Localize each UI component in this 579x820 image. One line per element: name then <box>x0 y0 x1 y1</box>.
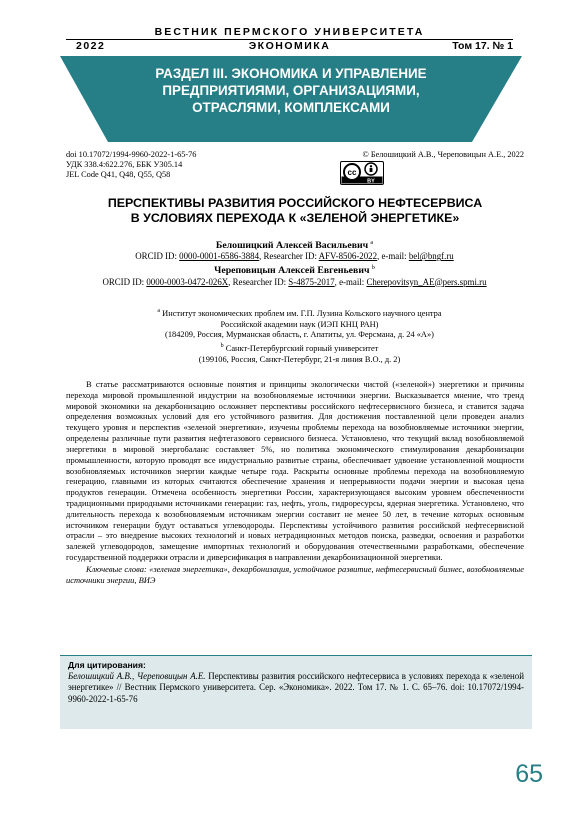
affiliation-line: Российской академии наук (ИЭП КНЦ РАН) <box>220 319 379 329</box>
affiliation-line: (184209, Россия, Мурманская область, г. Апатиты, ул. Ферсмана, д. 24 «А») <box>165 330 434 340</box>
section-title <box>122 65 460 116</box>
journal-info-row <box>66 40 513 53</box>
cc-label: cc <box>347 168 357 177</box>
article-meta <box>66 150 196 181</box>
email-link[interactable]: bel@bngf.ru <box>408 251 454 262</box>
citation-box <box>60 655 532 729</box>
copyright: © Белошицкий А.В., Череповицын А.Е., 2022 <box>362 150 524 159</box>
page-number: 65 <box>515 760 543 788</box>
orcid-link[interactable]: 0000-0003-0472-026X <box>146 276 229 287</box>
researcher-id-link[interactable]: AFV-8506-2022 <box>318 251 378 262</box>
journal-volume: Том 17. № 1 <box>452 40 513 52</box>
citation-text: Белошицкий А.В., Череповицын А.Е. Перспективы развития российского нефтесервиса в условиях перехода к «зеленой энергетике» // Вестник Пермского университета. Сер. «Экономика». 2022. Том 17. № 1. С. 65–76. doi: 10.17072/1994-9960-2022-1-65-76 <box>68 671 524 704</box>
doi: doi 10.17072/1994-9960-2022-1-65-76 <box>66 150 197 159</box>
email-link[interactable]: Cherepovitsyn_AE@pers.spmi.ru <box>366 276 487 287</box>
cc-by-license-icon <box>340 161 384 185</box>
journal-title: ВЕСТНИК ПЕРМСКОГО УНИВЕРСИТЕТА <box>154 26 425 38</box>
affiliation-line: $^b$ Санкт-Петербургский горный университет <box>220 343 379 353</box>
affiliation-line: $^a$ Институт экономических проблем им. Г.П. Лузина Кольского научного центра <box>157 308 442 318</box>
jel-code: JEL Code Q41, Q48, Q55, Q58 <box>66 170 171 180</box>
section-banner <box>60 56 522 142</box>
section-title-line: ОТРАСЛЯМИ, КОМПЛЕКСАМИ <box>192 100 390 115</box>
affiliation-line: (199106, Россия, Санкт-Петербург, 21-я линия В.О., д. 2) <box>198 354 401 364</box>
abstract <box>66 379 524 585</box>
orcid-link[interactable]: 0000-0001-6586-3884 <box>179 251 260 262</box>
by-label: BY <box>367 178 375 185</box>
keywords: Ключевые слова: «зеленая энергетика», декарбонизация, устойчивое развитие, нефтесервисный бизнес, возобновляемые источники энергии, ВИЭ <box>66 563 524 585</box>
author-name: Череповицын Алексей Евгеньевич $^b$ <box>214 264 375 277</box>
article-title <box>66 196 524 225</box>
researcher-id-link[interactable]: S-4875-2017 <box>288 276 335 287</box>
journal-year: 2022 <box>76 40 106 52</box>
abstract-text: В статье рассматриваются основные понятия и принципы экологически чистой («зеленой») энергетики и причины перехода мировой промышленной индустрии на возобновляемые источники энергии. Высказывается мнение, что тренд мировой экономики на декарбонизацию осложняет перспективы российского нефтесервисного бизнеса, и ставится задача определения возможных условий для его устойчивого развития. Для достижения поставленной цели проведен анализ текущего уровня и перспектив «зеленой энергетики», изучены проблемы перехода на возобновляемые источники энергии, определены различные пути развития нефтегазового сервисного бизнеса. Установлено, что текущий вклад возобновляемой энергетики в мировой энергобаланс составляет 5%, но политика экономического стимулирования декарбонизации промышленности, которую проводят все индустриально развитые страны, обеспечивает удвоение установленной мощности возобновляемых источников энергии каждые четыре года. Раскрыты основные проблемы перехода на возобновляемую генерацию, главными из которых считаются обеспечение хранения и непрерывности подачи энергии и высокая цена продуктов генерации. Отмечена особенность энергетики России, характеризующаяся высоким уровнем обеспеченности традиционными природными источниками генерации: газ, нефть, уголь, гидроресурсы, ядерная энергетика. Установлено, что длительность перехода к возобновляемым источникам энергии составит не менее 50 лет, в течение которых основным источником генерации будут оставаться углеводороды. Перспективы устойчивого развития российской нефтесервисной отрасли – это внедрение высоких технологий и новых нетрадиционных методов поиска, разведки, освоения и разработки залежей углеводородов, замещение импортных технологий и оборудования отечественными разработками, обеспечение государственной поддержки отрасли и диверсификация в направлении декарбонизационной энергетики. <box>66 379 524 562</box>
article-title-line: ПЕРСПЕКТИВЫ РАЗВИТИЯ РОССИЙСКОГО НЕФТЕСЕРВИСА <box>107 196 483 210</box>
affiliations <box>100 306 499 366</box>
section-title-line: РАЗДЕЛ III. ЭКОНОМИКА И УПРАВЛЕНИЕ <box>155 66 427 81</box>
authors <box>60 237 529 288</box>
article-title-line: В УСЛОВИЯХ ПЕРЕХОДА К «ЗЕЛЕНОЙ ЭНЕРГЕТИКЕ» <box>130 210 460 225</box>
author-ids: ORCID ID: 0000-0001-6586-3884, Researcher ID: AFV-8506-2022, e-mail: bel@bngf.ru <box>135 251 454 262</box>
udk: УДК 338.4:622.276, ББК У305.14 <box>66 160 183 170</box>
section-title-line: ПРЕДПРИЯТИЯМИ, ОРГАНИЗАЦИЯМИ, <box>162 83 420 98</box>
citation-heading: Для цитирования: <box>68 660 146 670</box>
author-ids: ORCID ID: 0000-0003-0472-026X, Researcher ID: S-4875-2017, e-mail: Cherepovitsyn_AE@pers.spmi.ru <box>102 276 487 287</box>
journal-series: ЭКОНОМИКА <box>248 40 331 52</box>
author-name: Белошицкий Алексей Васильевич $^a$ <box>215 239 374 251</box>
